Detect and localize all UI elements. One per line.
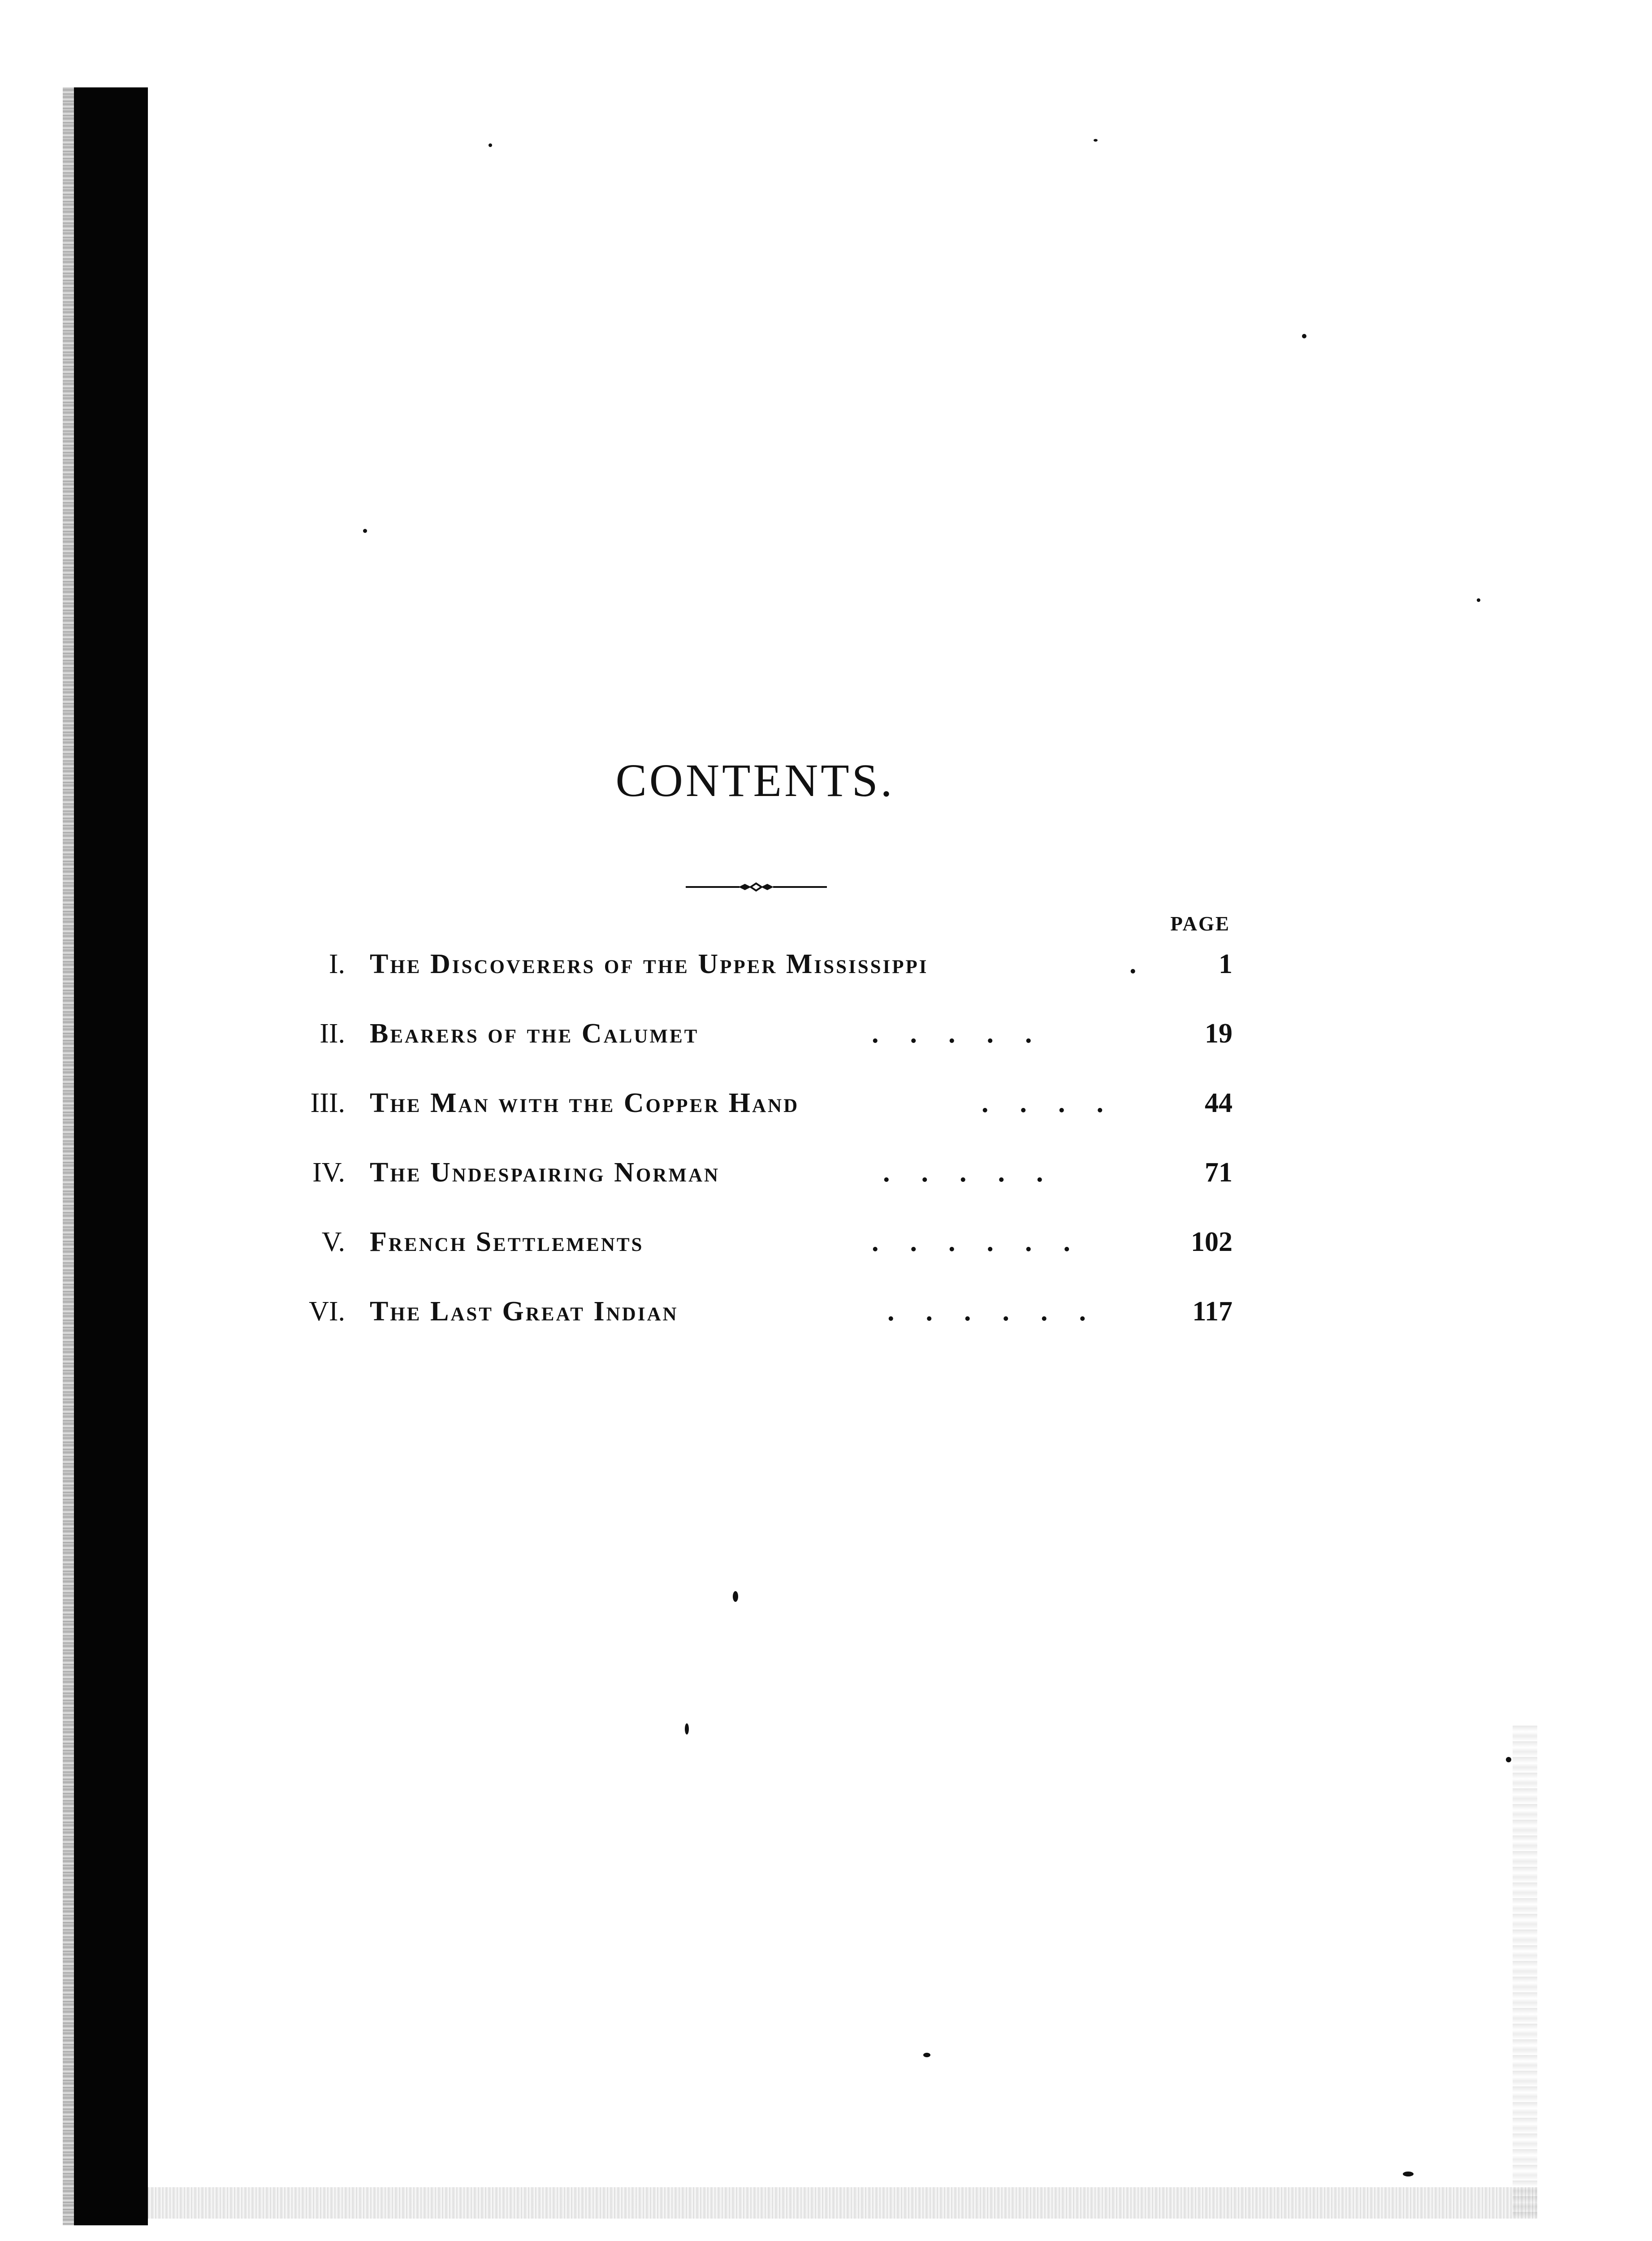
chapter-page-number: 117 xyxy=(1192,1296,1233,1327)
scan-speck xyxy=(1477,598,1480,602)
toc-row xyxy=(264,1298,1233,1367)
chapter-title: French Settlements xyxy=(370,1227,644,1257)
toc-row xyxy=(264,1228,1233,1298)
chapter-page-number: 19 xyxy=(1205,1018,1233,1049)
chapter-page-number: 1 xyxy=(1219,949,1233,979)
chapter-numeral: IV. xyxy=(312,1157,345,1188)
dot-leader: ...... xyxy=(872,1227,1102,1257)
toc-row xyxy=(264,1089,1233,1159)
scan-bottom-noise xyxy=(148,2187,1537,2219)
chapter-numeral: I. xyxy=(329,949,345,979)
page-column-label: PAGE xyxy=(1170,913,1230,935)
scan-speck xyxy=(1506,1757,1511,1762)
chapter-numeral: V. xyxy=(321,1227,345,1257)
chapter-numeral: II. xyxy=(320,1018,345,1049)
chapter-page-number: 71 xyxy=(1205,1157,1233,1188)
scan-speck xyxy=(489,143,492,147)
chapter-title: The Last Great Indian xyxy=(370,1296,679,1327)
scan-right-noise xyxy=(1513,1726,1537,2219)
chapter-page-number: 102 xyxy=(1191,1227,1233,1257)
toc-row xyxy=(264,1159,1233,1228)
chapter-title: The Man with the Copper Hand xyxy=(370,1088,800,1118)
dot-leader: ..... xyxy=(883,1157,1075,1188)
dot-leader: .... xyxy=(982,1088,1135,1118)
contents-title: CONTENTS. xyxy=(615,755,895,806)
chapter-title: The Undespairing Norman xyxy=(370,1157,720,1188)
scan-speck xyxy=(733,1591,738,1602)
dot-leader: . xyxy=(1129,949,1168,979)
toc-row xyxy=(264,950,1233,1020)
scan-speck xyxy=(685,1723,689,1735)
dot-leader: ...... xyxy=(887,1296,1117,1327)
scan-speck xyxy=(1403,2172,1414,2176)
toc-row xyxy=(264,1020,1233,1089)
table-of-contents xyxy=(264,950,1233,1367)
scan-spine-edge xyxy=(63,87,75,2225)
scan-speck xyxy=(1302,334,1306,338)
chapter-title: The Discoverers of the Upper Mississippi xyxy=(370,949,929,979)
scan-speck xyxy=(363,529,367,533)
dot-leader: ..... xyxy=(872,1018,1064,1049)
scan-spine-shadow xyxy=(74,87,148,2225)
chapter-numeral: VI. xyxy=(309,1296,345,1327)
chapter-numeral: III. xyxy=(310,1088,345,1118)
scan-speck xyxy=(1094,139,1098,142)
title-ornament xyxy=(686,881,827,893)
scan-speck xyxy=(923,2053,930,2057)
chapter-page-number: 44 xyxy=(1205,1088,1233,1118)
chapter-title: Bearers of the Calumet xyxy=(370,1018,699,1049)
